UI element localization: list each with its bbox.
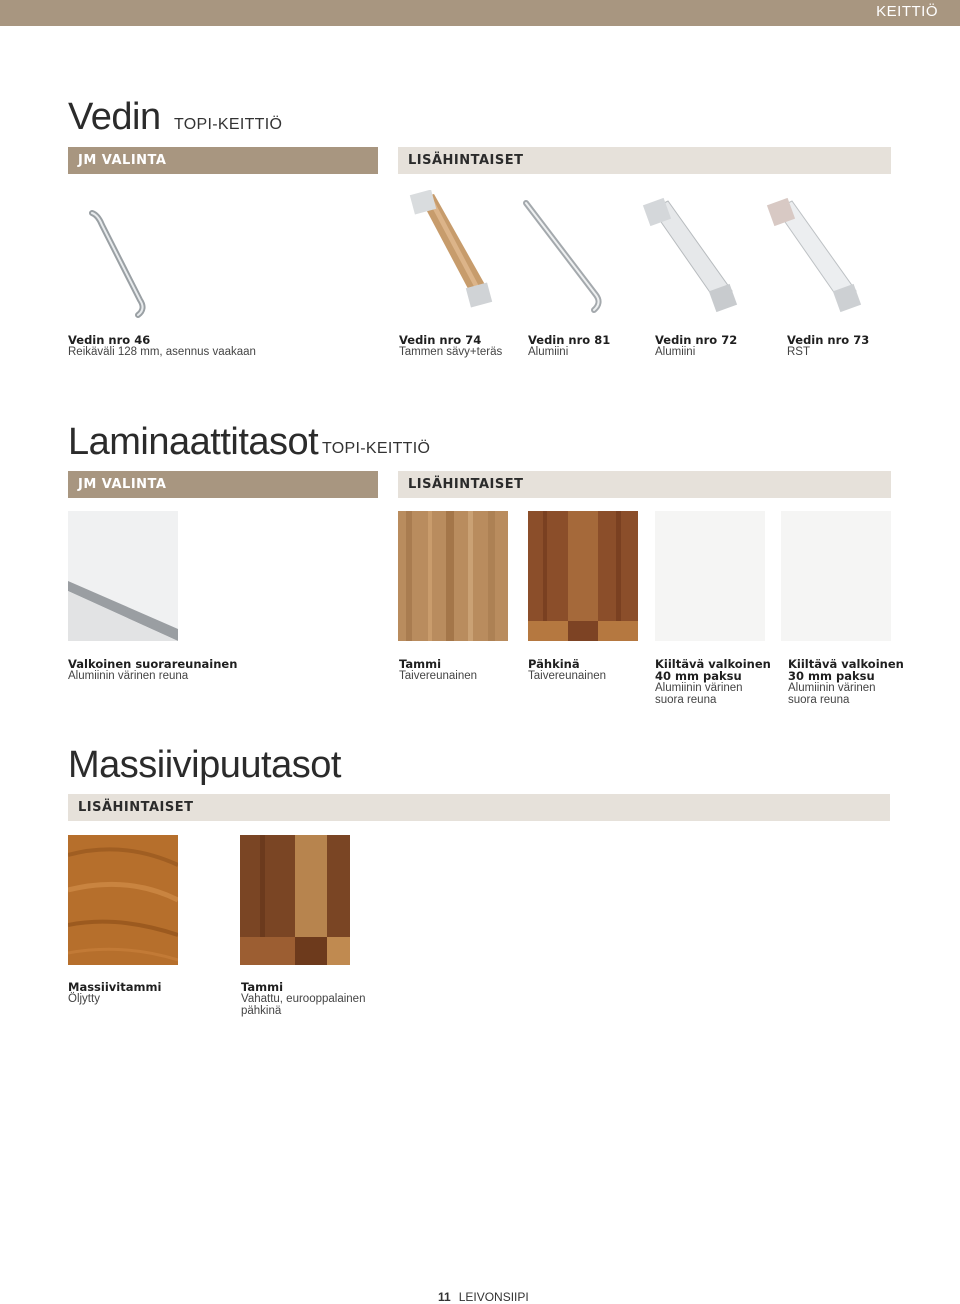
oak-laminate-swatch [398, 511, 508, 641]
walnut-laminate-caption [528, 658, 606, 682]
laminate-desc: Taivereunainen [528, 670, 607, 682]
walnut-laminate-swatch [528, 511, 638, 641]
handle-46-image [80, 205, 160, 320]
solid-band-extra: LISÄHINTAISET [68, 794, 890, 821]
solid-walnut-swatch [240, 835, 350, 965]
handle-81-caption [528, 334, 610, 358]
handle-73-image [762, 195, 872, 320]
solid-oak-swatch [68, 835, 178, 965]
laminate-desc-2: suora reuna [788, 694, 850, 706]
handle-desc: Tammen sävy+teräs [399, 346, 503, 358]
gloss-white-40-swatch [655, 511, 765, 641]
solid-title: Massiivipuutasot [68, 744, 341, 786]
handle-name: Vedin nro 72 [655, 333, 738, 347]
gloss-white-30-swatch [781, 511, 891, 641]
laminate-name: Valkoinen suorareunainen [68, 657, 238, 671]
handle-74-image [398, 190, 508, 320]
white-laminate-swatch [68, 511, 178, 641]
laminate-title: Laminaattitasot [68, 421, 319, 463]
gloss-white-30-caption [788, 658, 904, 706]
handles-subtitle: TOPI-KEITTIÖ [174, 116, 283, 133]
solid-name: Tammi [241, 980, 284, 994]
laminate-desc: Taivereunainen [399, 670, 478, 682]
handle-desc: Reikäväli 128 mm, asennus vaakaan [68, 346, 256, 358]
handle-name: Vedin nro 73 [787, 333, 870, 347]
handle-72-caption [655, 334, 737, 358]
laminate-band-extra: LISÄHINTAISET [398, 471, 891, 498]
handle-81-image [518, 195, 618, 320]
handle-46-caption [68, 334, 256, 358]
handle-desc: Alumiini [528, 346, 569, 358]
solid-desc: Vahattu, eurooppalainen [241, 993, 366, 1005]
handles-title: Vedin [68, 96, 161, 138]
laminate-name: Kiiltävä valkoinen [788, 657, 904, 671]
laminate-desc: Alumiinin värinen [655, 682, 743, 694]
solid-desc-2: pähkinä [241, 1005, 282, 1017]
handles-band-extra: LISÄHINTAISET [398, 147, 891, 174]
oak-laminate-caption [399, 658, 477, 682]
solid-desc: Öljytty [68, 993, 100, 1005]
handle-desc: Alumiini [655, 346, 696, 358]
laminate-name: Pähkinä [528, 657, 580, 671]
laminate-band-jm: JM VALINTA [68, 471, 378, 498]
page-number: 11 [438, 1290, 451, 1304]
laminate-thickness: 40 mm paksu [655, 669, 742, 683]
handles-band-jm: JM VALINTA [68, 147, 378, 174]
top-bar [0, 0, 960, 26]
white-laminate-caption [68, 658, 237, 682]
solid-name: Massiivitammi [68, 980, 162, 994]
gloss-white-40-caption [655, 658, 771, 706]
handle-74-caption [399, 334, 502, 358]
handle-name: Vedin nro 81 [528, 333, 611, 347]
laminate-desc-2: suora reuna [655, 694, 717, 706]
handle-72-image [640, 195, 750, 320]
laminate-desc: Alumiinin värinen [788, 682, 876, 694]
handle-name: Vedin nro 74 [399, 333, 482, 347]
laminate-name: Kiiltävä valkoinen [655, 657, 771, 671]
handle-name: Vedin nro 46 [68, 333, 151, 347]
laminate-thickness: 30 mm paksu [788, 669, 875, 683]
page-footer [438, 1290, 529, 1304]
laminate-subtitle: TOPI-KEITTIÖ [322, 440, 431, 457]
laminate-desc: Alumiinin värinen reuna [68, 670, 189, 682]
handle-desc: RST [787, 346, 810, 358]
solid-oak-caption [68, 981, 161, 1005]
handle-73-caption [787, 334, 869, 358]
footer-label: LEIVONSIIPI [458, 1290, 529, 1304]
solid-walnut-caption [241, 981, 365, 1017]
section-label: KEITTIÖ [876, 3, 938, 20]
laminate-name: Tammi [399, 657, 442, 671]
